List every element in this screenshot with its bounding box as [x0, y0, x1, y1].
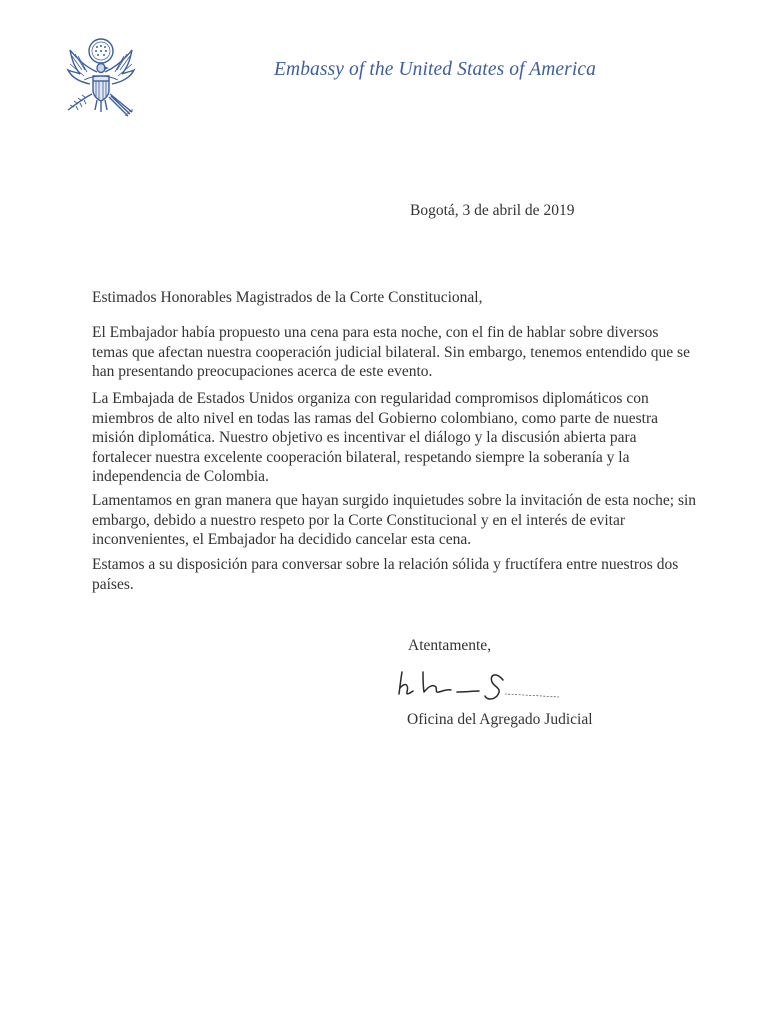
closing: Atentamente,: [408, 637, 492, 654]
letter-date: Bogotá, 3 de abril de 2019: [410, 202, 575, 219]
paragraph-line: miembros de alto nivel en todas las ramas del Gobierno colombiano, como parte de nuestra: [92, 409, 659, 427]
paragraph: [92, 555, 682, 594]
great-seal-eagle-icon: [60, 34, 142, 118]
paragraph-line: inconvenientes, el Embajador ha decidido cancelar esta cena.: [92, 531, 472, 548]
paragraph-line: han presentando preocupaciones acerca de este evento.: [92, 363, 433, 380]
paragraph: [92, 389, 682, 487]
paragraph-line: Estamos a su disposición para conversar sobre la relación sólida y fructífera entre nuestros dos: [92, 556, 679, 573]
paragraph-line: independencia de Colombia.: [92, 468, 269, 485]
paragraph-line: fortalecer nuestra excelente cooperación bilateral, respetando siempre la soberanía y la: [92, 448, 630, 466]
paragraph-line: misión diplomática. Nuestro objetivo es incentivar el diálogo y la discusión abierta para: [92, 429, 637, 446]
paragraph-line: temas que afectan nuestra cooperación judicial bilateral. Sin embargo, tenemos entendido que se: [92, 343, 690, 361]
paragraph-line: La Embajada de Estados Unidos organiza con regularidad compromisos diplomáticos con: [92, 390, 649, 407]
paragraph-line: Lamentamos en gran manera que hayan surgido inquietudes sobre la invitación de esta noche; sin: [92, 492, 697, 509]
paragraph-line: países.: [92, 575, 134, 593]
paragraph-line: embargo, debido a nuestro respeto por la Corte Constitucional y en el interés de evitar: [92, 511, 626, 529]
signatory: Oficina del Agregado Judicial: [407, 711, 593, 728]
paragraph: [92, 323, 690, 382]
paragraph: [92, 491, 697, 550]
letterhead-title: Embassy of the United States of America: [274, 59, 596, 80]
paragraph-line: El Embajador había propuesto una cena para esta noche, con el fin de hablar sobre diversos: [92, 324, 659, 341]
handwritten-signature: [393, 664, 563, 706]
salutation: Estimados Honorables Magistrados de la Corte Constitucional,: [92, 289, 483, 306]
